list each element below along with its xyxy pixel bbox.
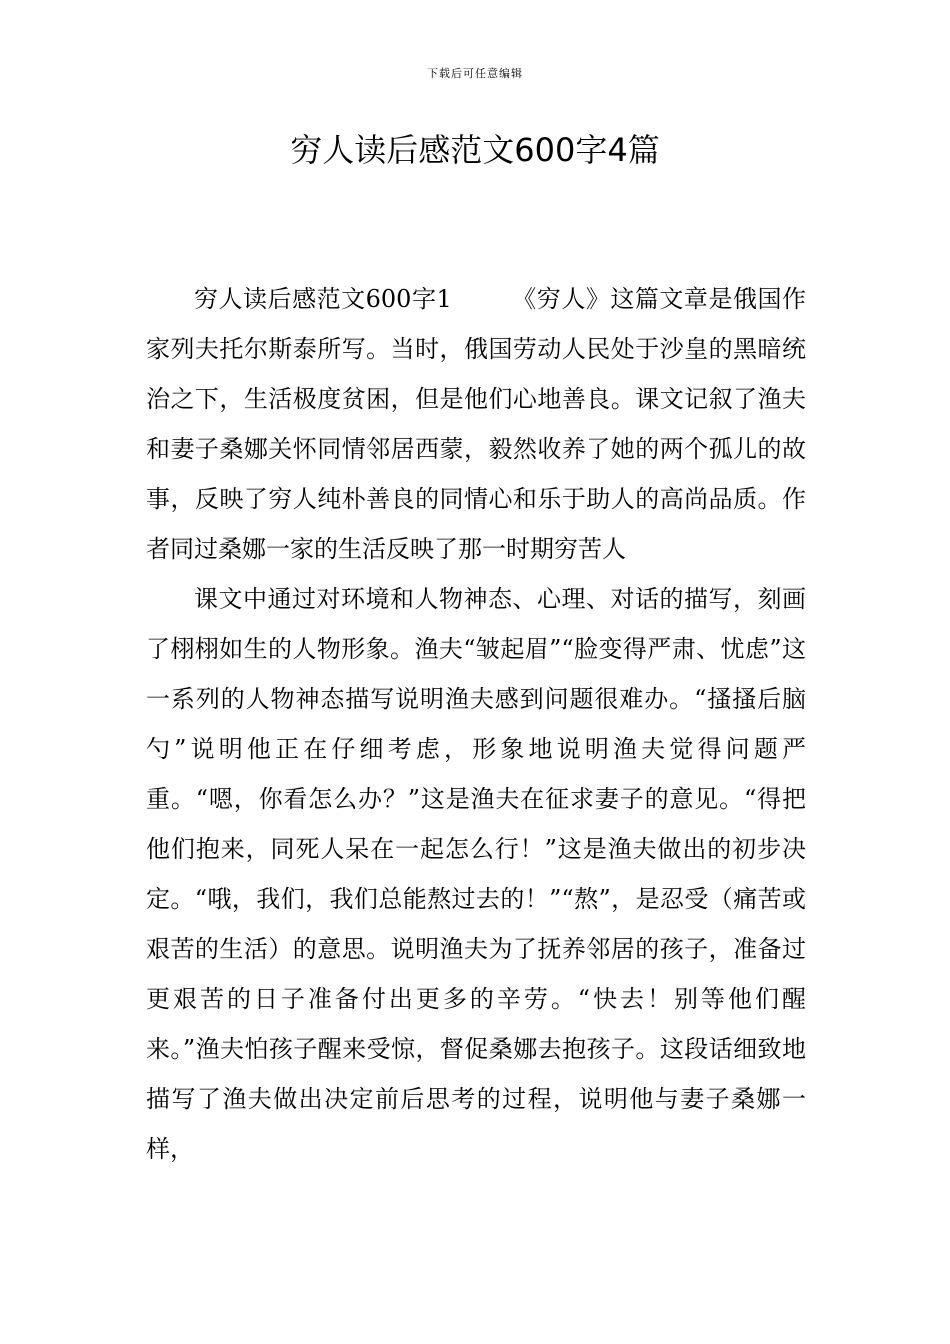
document-title: 穷人读后感范文600字4篇 (290, 131, 660, 169)
paragraph-2: 课文中通过对环境和人物神态、心理、对话的描写，刻画了栩栩如生的人物形象。渔夫“皱起眉”“脸变得严肃、忧虑”这一系列的人物神态描写说明渔夫感到问题很难办。“搔搔后脑勺”说明他正在仔细考虑，形象地说明渔夫觉得问题严重。“嗯，你看怎么办？”这是渔夫在征求妻子的意见。“得把他们抱来，同死人呆在一起怎么行！”这是渔夫做出的初步决定。“哦，我们，我们总能熬过去的！”“熬”，是忍受（痛苦或艰苦的生活）的意思。说明渔夫为了抚养邻居的孩子，准备过更艰苦的日子准备付出更多的辛劳。“快去！别等他们醒来。”渔夫怕孩子醒来受惊，督促桑娜去抱孩子。这段话细致地描写了渔夫做出决定前后思考的过程，说明他与妻子桑娜一样， (146, 585, 806, 1163)
page-header-note: 下载后可任意编辑 (427, 67, 523, 80)
paragraph-1 (146, 274, 806, 574)
paragraph-1-text: 《穷人》这篇文章是俄国作家列夫托尔斯泰所写。当时，俄国劳动人民处于沙皇的黑暗统治之下，生活极度贫困，但是他们心地善良。课文记叙了渔夫和妻子桑娜关怀同情邻居西蒙，毅然收养了她的两个孤儿的故事，反映了穷人纯朴善良的同情心和乐于助人的高尚品质。作者同过桑娜一家的生活反映了那一时期穷苦人 (146, 285, 807, 563)
document-body (146, 274, 806, 1174)
section-heading: 穷人读后感范文600字1 (194, 285, 452, 313)
